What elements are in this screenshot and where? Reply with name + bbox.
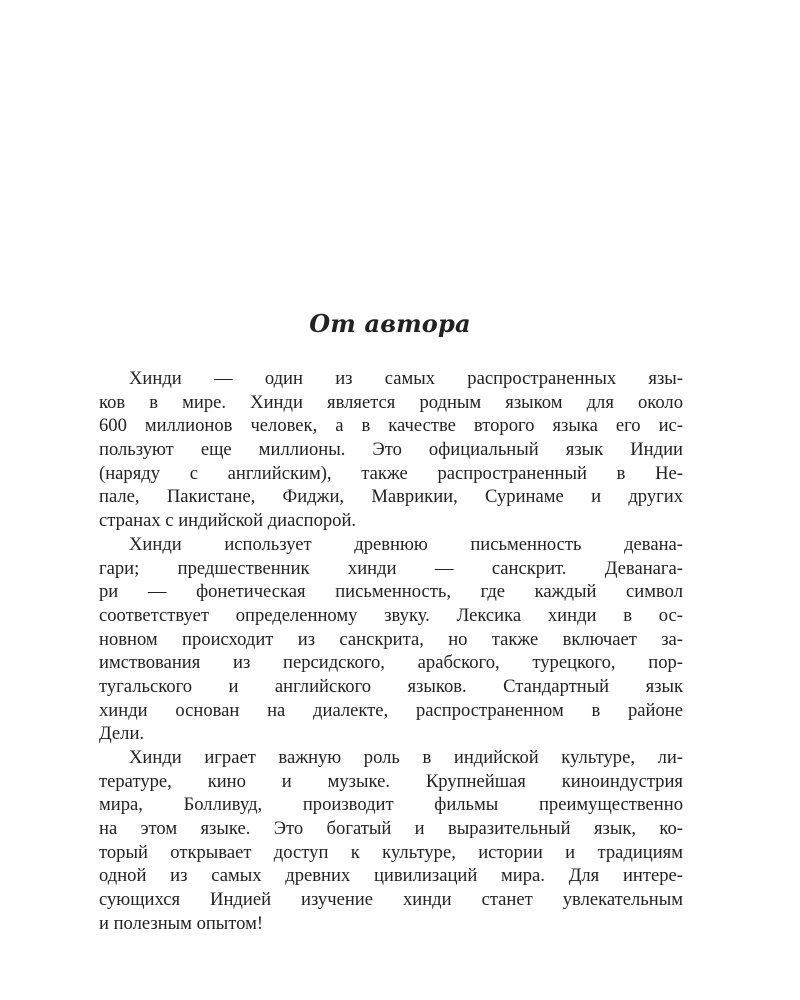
text-line: гари; предшественник хинди — санскрит. Деванага- bbox=[99, 557, 683, 579]
text-line: тературе, кино и музыке. Крупнейшая киноиндустрия bbox=[99, 770, 683, 792]
text-line: мира, Болливуд, производит фильмы преимущественно bbox=[99, 794, 683, 816]
text-line: сующихся Индией изучение хинди станет увлекательным bbox=[99, 889, 683, 911]
text-line: ков в мире. Хинди является родным языком для около bbox=[99, 391, 683, 413]
text-line: новном происходит из санскрита, но также включает за- bbox=[99, 628, 683, 650]
text-line: 600 миллионов человек, а в качестве второго языка его ис- bbox=[99, 415, 683, 437]
text-line: странах с индийской диаспорой. bbox=[99, 510, 357, 532]
text-line: соответствует определенному звуку. Лексика хинди в ос- bbox=[99, 604, 683, 626]
text-line: и полезным опытом! bbox=[99, 912, 264, 934]
text-line: торый открывает доступ к культуре, истории и традициям bbox=[99, 841, 683, 863]
page-title: От автора bbox=[309, 309, 471, 338]
text-line: хинди основан на диалекте, распространенном в районе bbox=[99, 699, 683, 721]
body-text bbox=[99, 367, 683, 936]
text-line: Хинди играет важную роль в индийской культуре, ли- bbox=[129, 747, 683, 768]
text-line: Хинди использует древнюю письменность девана- bbox=[129, 533, 683, 555]
text-line: Дели. bbox=[99, 723, 145, 745]
text-line: ри — фонетическая письменность, где каждый символ bbox=[99, 581, 683, 603]
text-line: пользуют еще миллионы. Это официальный язык Индии bbox=[99, 439, 683, 461]
text-line: (наряду с английским), также распространенный в Не- bbox=[99, 462, 683, 484]
text-line: Хинди — один из самых распространенных язы- bbox=[129, 368, 683, 389]
text-line: имствования из персидского, арабского, турецкого, пор- bbox=[99, 652, 683, 674]
text-line: пале, Пакистане, Фиджи, Маврикии, Суринаме и других bbox=[99, 486, 683, 508]
text-line: на этом языке. Это богатый и выразительный язык, ко- bbox=[99, 818, 683, 840]
text-line: тугальского и английского языков. Стандартный язык bbox=[99, 675, 683, 697]
text-line: одной из самых древних цивилизаций мира. Для интере- bbox=[99, 865, 683, 887]
